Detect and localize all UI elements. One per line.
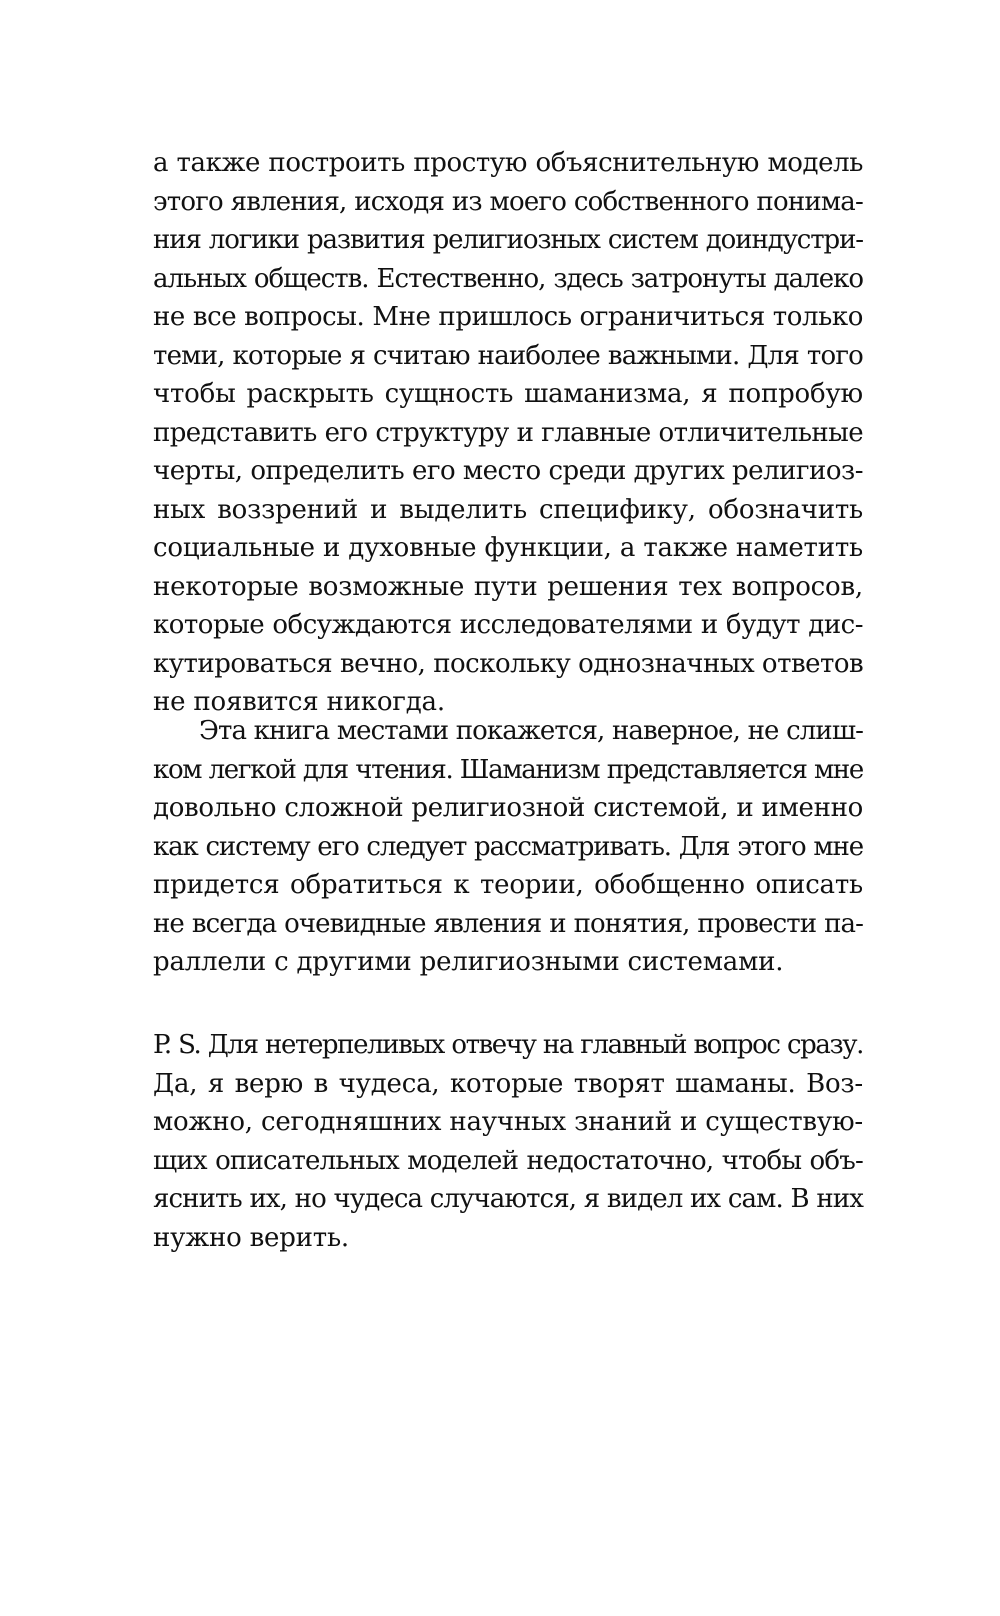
text-line: нужно верить. [153,1222,349,1253]
text-line: некоторые возможные пути решения тех вопросов, [153,571,863,602]
text-line: социальные и духовные функции, а также наметить [153,533,863,563]
text-line: кутироваться вечно, поскольку однозначных ответов [153,648,864,679]
text-line: ния логики развития религиозных систем доиндустри- [153,225,863,255]
text-line: альных обществ. Естественно, здесь затронуты далеко [153,263,863,294]
text-line: этого явления, исходя из моего собственного понима- [153,186,863,217]
text-line: щих описательных моделей недостаточно, чтобы объ- [153,1145,863,1176]
text-line: ком легкой для чтения. Шаманизм представляется мне [153,754,863,785]
text-line: не появится никогда. [153,687,445,717]
text-line: раллели с другими религиозными системами. [153,947,784,977]
paragraph-book-difficulty [153,712,863,982]
postscript [153,1026,863,1257]
text-line: теми, которые я считаю наиболее важными. Для того [153,340,863,371]
text-line: не все вопросы. Мне пришлось ограничиться только [153,302,863,332]
text-line: представить его структуру и главные отличительные [153,417,863,448]
text-line: яснить их, но чудеса случаются, я видел их сам. В них [153,1184,863,1214]
text-line: чтобы раскрыть сущность шаманизма, я попробую [153,379,863,409]
text-line: P. S. Для нетерпеливых отвечу на главный вопрос сразу. [153,1030,863,1060]
text-line: Эта книга местами покажется, наверное, не слиш- [199,716,863,746]
text-line: черты, определить его место среди других религиоз- [153,456,863,486]
text-line: а также построить простую объяснительную модель [153,148,863,178]
text-line: не всегда очевидные явления и понятия, провести па- [153,908,863,939]
text-line: которые обсуждаются исследователями и будут дис- [153,610,863,640]
text-line: Да, я верю в чудеса, которые творят шаманы. Воз- [153,1068,863,1099]
text-line: довольно сложной религиозной системой, и именно [153,793,863,823]
text-line: ных воззрений и выделить специфику, обозначить [153,494,863,525]
text-line: можно, сегодняшних научных знаний и существую- [153,1107,863,1137]
paragraph-intro-continuation [153,144,863,722]
text-line: как систему его следует рассматривать. Для этого мне [153,831,863,862]
text-line: придется обратиться к теории, обобщенно описать [153,870,863,900]
